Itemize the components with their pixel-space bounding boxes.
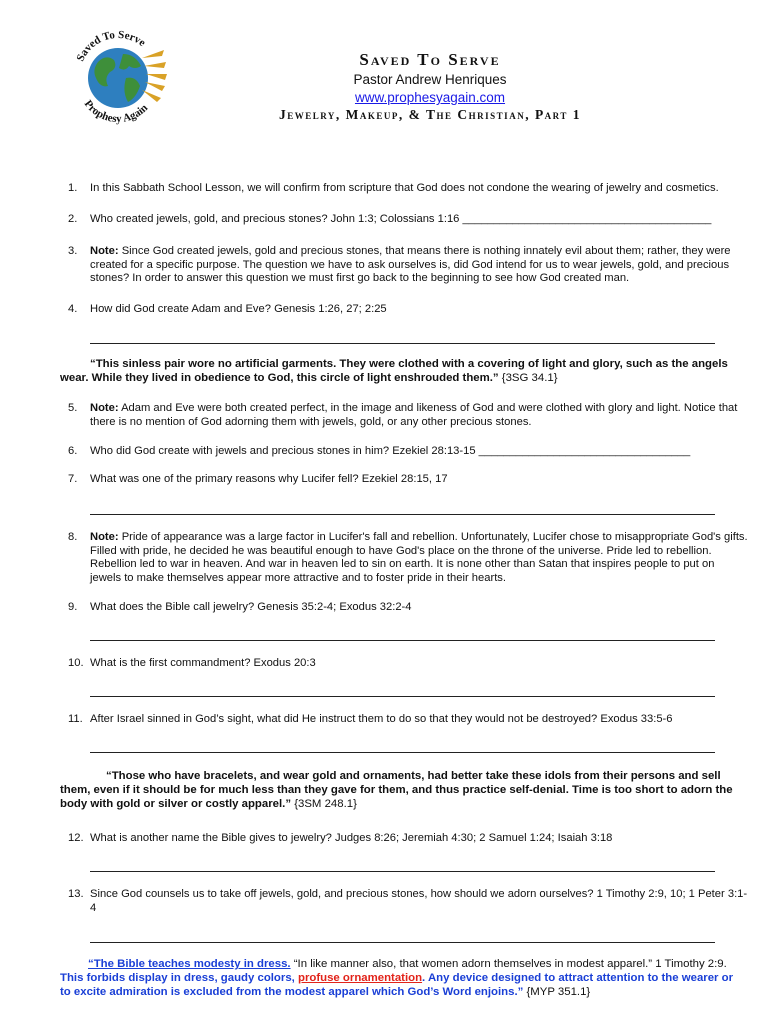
website-link[interactable]: www.prophesyagain.com bbox=[354, 90, 506, 105]
answer-line[interactable] bbox=[90, 640, 715, 641]
list-item: 12. What is another name the Bible gives to jewelry? Judges 8:26; Jeremiah 4:30; 2 Samuel 1:24; Isaiah 3:18 bbox=[68, 832, 613, 844]
answer-line[interactable] bbox=[90, 696, 715, 697]
globe-logo-icon bbox=[68, 20, 168, 132]
list-item: 13. Since God counsels us to take off jewels, gold, and precious stones, how should we adorn ourselves? 1 Timothy 2:9, 10; 1 Peter 3:1-4 bbox=[68, 888, 748, 914]
list-item: 9. What does the Bible call jewelry? Genesis 35:2-4; Exodus 32:2-4 bbox=[68, 601, 412, 613]
lesson-subtitle: Jewelry, Makeup, & The Christian, Part 1 bbox=[278, 107, 581, 122]
quote-block: “Those who have bracelets, and wear gold and ornaments, had better take these idols from their persons and sell them, even if it should be for much less than they gave for them, and thus practice self-denial. Time is too short to adorn the body with gold or silver or costly apparel.” {3SM 248.1} bbox=[60, 770, 733, 810]
list-item-note: 5. Note: Adam and Eve were both created perfect, in the image and likeness of God and were clothed with glory and light. Notice that there is no mention of God adorning them with jewels, gold, or any other precious stones. bbox=[68, 402, 738, 428]
list-item-note: 8. Note: Pride of appearance was a large factor in Lucifer's fall and rebellion. Unfortunately, Lucifer chose to misappropriate God's gifts. Filled with pride, he decided he was beautiful enough to have God's place on the throne of the universe. Pride led to rebellion. Rebellion led to war in heaven. And war in heaven led to sin on earth. It is none other than Satan that inspires people to put on jewels to make themselves appear more attractive and to foster pride in their hearts. bbox=[68, 531, 748, 584]
svg-text:Saved To Serve: Saved To Serve bbox=[74, 28, 148, 64]
list-item: 2. Who created jewels, gold, and precious stones? John 1:3; Colossians 1:16 ________________________________________ bbox=[68, 213, 712, 225]
svg-text:Prophesy Again: Prophesy Again bbox=[81, 98, 151, 126]
answer-line[interactable] bbox=[90, 871, 715, 872]
answer-line[interactable] bbox=[90, 942, 715, 943]
answer-line[interactable] bbox=[90, 752, 715, 753]
answer-line[interactable] bbox=[90, 343, 715, 344]
quote-block: “This sinless pair wore no artificial garments. They were clothed with a covering of light and glory, such as the angels wear. While they lived in obedience to God, this circle of light enshrouded them.” {3SG 34.1} bbox=[60, 358, 728, 384]
quote-block: “The Bible teaches modesty in dress. “In like manner also, that women adorn themselves in modest apparel.” 1 Timothy 2:9. This forbids display in dress, gaudy colors, profuse ornamentation. Any device designed to attract attention to the wearer or to excite admiration is excluded from the modest apparel which God’s Word enjoins.” {MYP 351.1} bbox=[60, 958, 734, 998]
list-item: 10. What is the first commandment? Exodus 20:3 bbox=[68, 657, 316, 669]
list-item-note: 3. Note: Since God created jewels, gold and precious stones, that means there is nothing innately evil about them; rather, they were created for a specific purpose. The question we have to ask ourselves is, did God intend for us to wear jewels, gold, and precious stones? In order to answer this question we must first go back to the beginning to see how God created man. bbox=[68, 245, 731, 285]
list-item: 1. In this Sabbath School Lesson, we will confirm from scripture that God does not condone the wearing of jewelry and cosmetics. bbox=[68, 182, 719, 194]
list-item: 4. How did God create Adam and Eve? Genesis 1:26, 27; 2:25 bbox=[68, 303, 387, 315]
list-item: 6. Who did God create with jewels and precious stones in him? Ezekiel 28:13-15 __________________________________ bbox=[68, 445, 691, 457]
pastor-name: Pastor Andrew Henriques bbox=[353, 72, 507, 87]
list-item: 11. After Israel sinned in God’s sight, what did He instruct them to do so that they would not be destroyed? Exodus 33:5-6 bbox=[68, 713, 673, 725]
answer-line[interactable] bbox=[90, 514, 715, 515]
document-title: Saved To Serve bbox=[359, 50, 501, 69]
list-item: 7. What was one of the primary reasons why Lucifer fell? Ezekiel 28:15, 17 bbox=[68, 473, 448, 485]
